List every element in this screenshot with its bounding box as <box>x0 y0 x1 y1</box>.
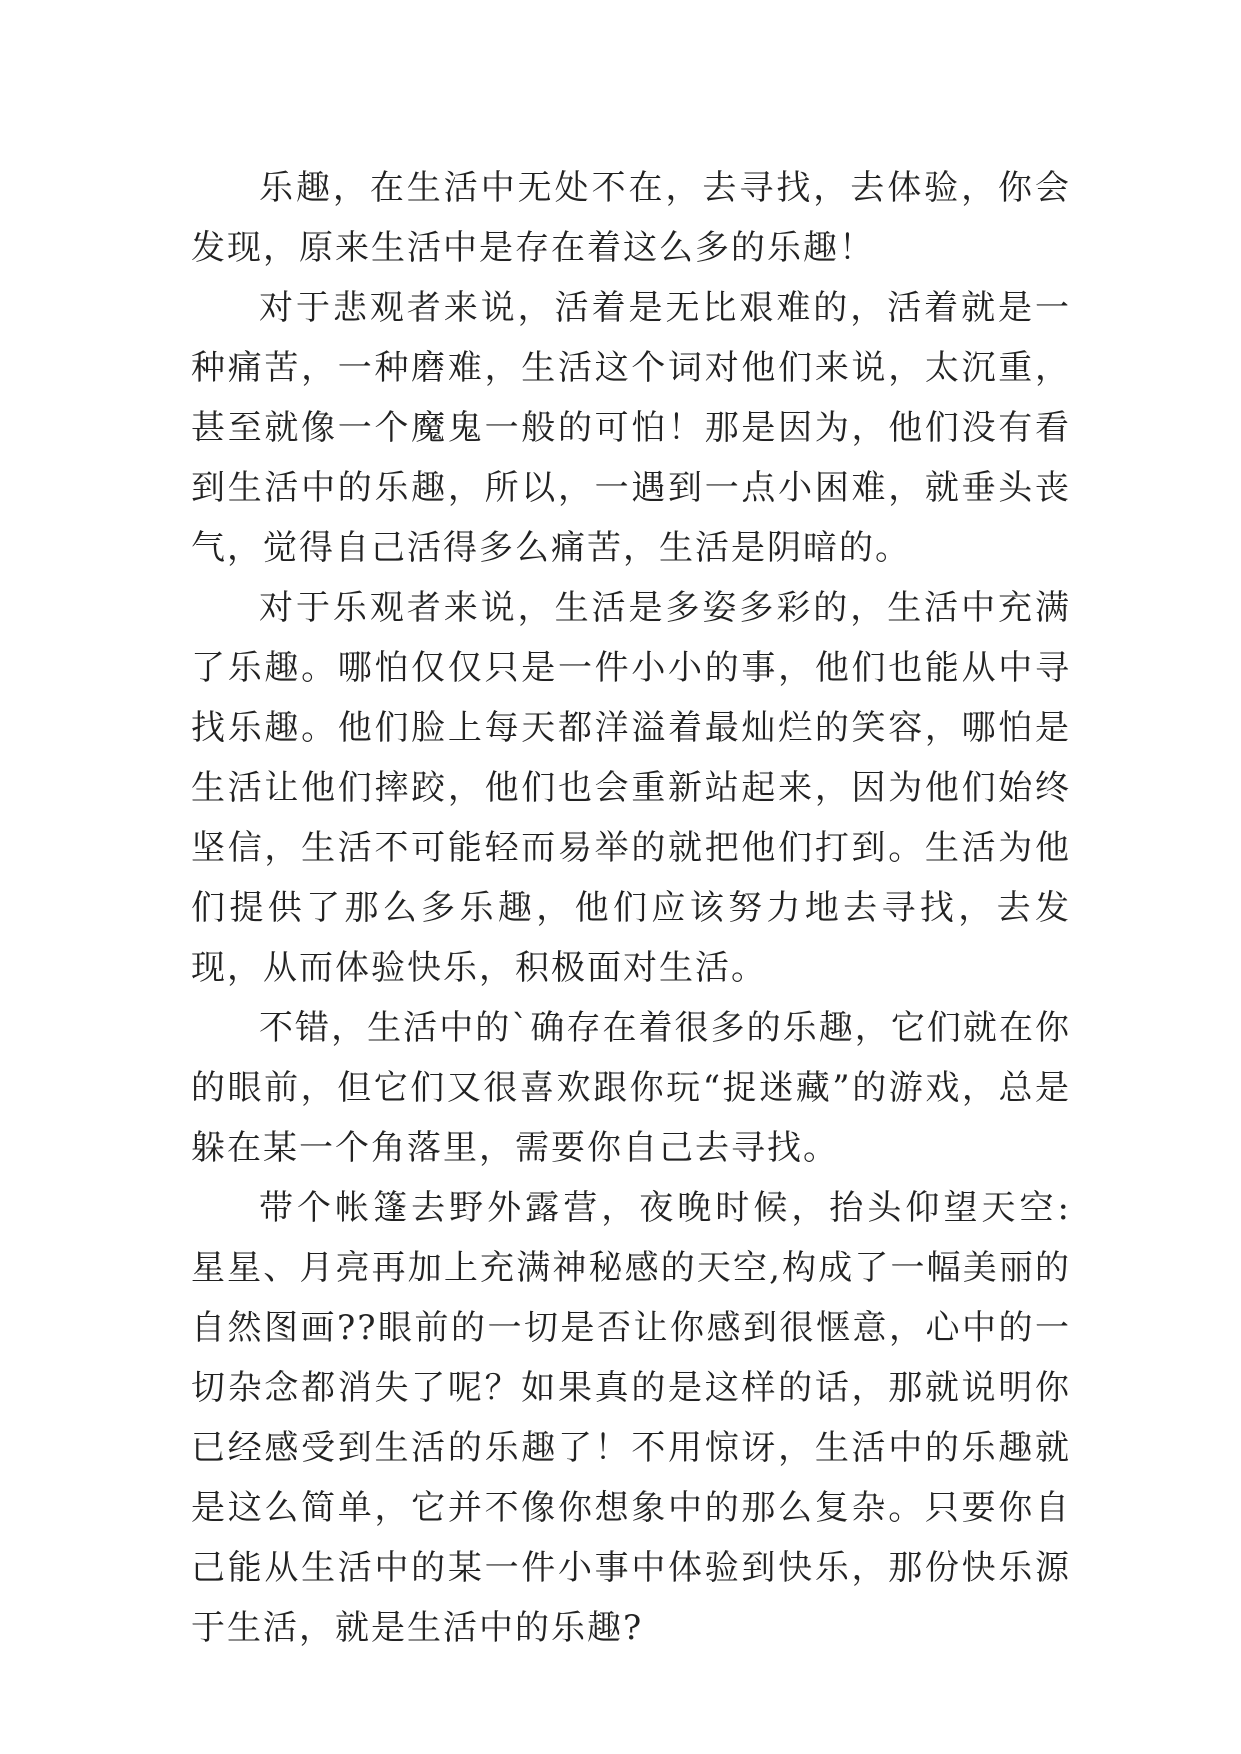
paragraph-4: 不错，生活中的`确存在着很多的乐趣，它们就在你的眼前，但它们又很喜欢跟你玩“捉迷藏”的游戏，总是躲在某一个角落里，需要你自己去寻找。 <box>191 1008 1071 1168</box>
paragraph-1: 乐趣，在生活中无处不在，去寻找，去体验，你会发现，原来生活中是存在着这么多的乐趣！ <box>191 168 1071 268</box>
paragraph-3: 对于乐观者来说，生活是多姿多彩的，生活中充满了乐趣。哪怕仅仅只是一件小小的事，他们也能从中寻找乐趣。他们脸上每天都洋溢着最灿烂的笑容，哪怕是生活让他们摔跤，他们也会重新站起来，因为他们始终坚信，生活不可能轻而易举的就把他们打到。生活为他们提供了那么多乐趣，他们应该努力地去寻找，去发现，从而体验快乐，积极面对生活。 <box>191 588 1071 988</box>
paragraph-5: 带个帐篷去野外露营，夜晚时候，抬头仰望天空: 星星、月亮再加上充满神秘感的天空,构成了一幅美丽的自然图画??眼前的一切是否让你感到很惬意，心中的一切杂念都消失了呢？如果真的是这样的话，那就说明你已经感受到生活的乐趣了！不用惊讶，生活中的乐趣就是这么简单，它并不像你想象中的那么复杂。只要你自己能从生活中的某一件小事中体验到快乐，那份快乐源于生活，就是生活中的乐趣? <box>191 1188 1071 1648</box>
paragraph-2: 对于悲观者来说，活着是无比艰难的，活着就是一种痛苦，一种磨难，生活这个词对他们来说，太沉重，甚至就像一个魔鬼一般的可怕！那是因为，他们没有看到生活中的乐趣，所以，一遇到一点小困难，就垂头丧气，觉得自己活得多么痛苦，生活是阴暗的。 <box>191 288 1071 568</box>
essay-body <box>191 158 1071 1658</box>
